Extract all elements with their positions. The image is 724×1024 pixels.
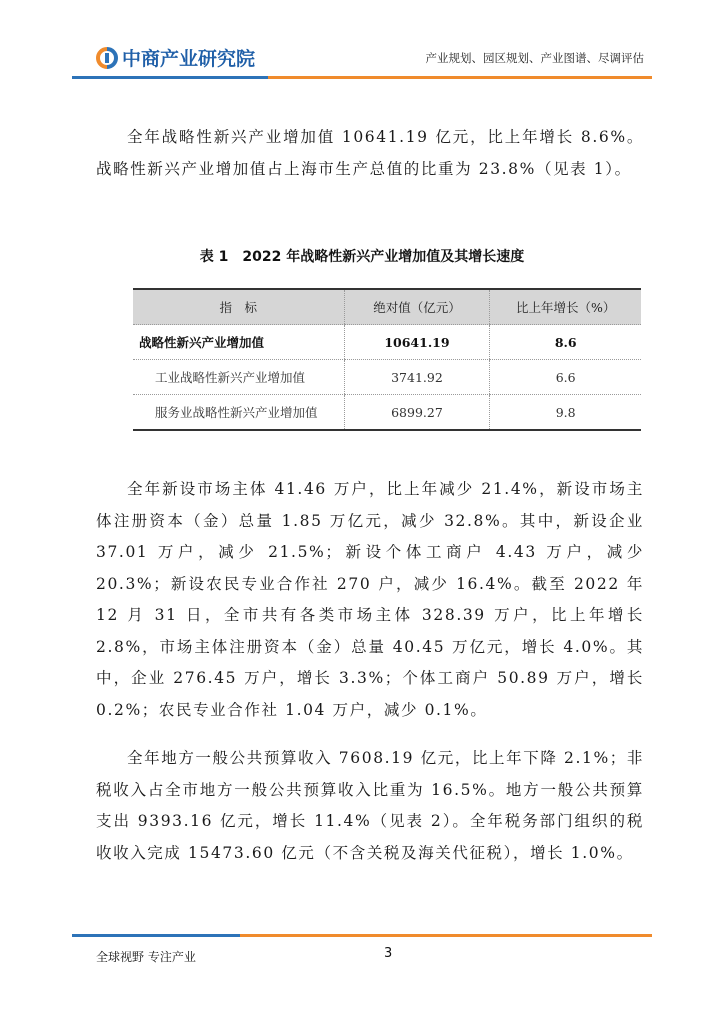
- table-row: [133, 360, 641, 395]
- row-name: 工业战略性新兴产业增加值: [133, 360, 344, 395]
- column-header-value: 绝对值（亿元）: [344, 289, 490, 325]
- footer-slogan: 全球视野 专注产业: [96, 950, 196, 964]
- table-row: [133, 395, 641, 431]
- row-value: 3741.92: [344, 360, 490, 395]
- row-growth: 6.6: [490, 360, 641, 395]
- table-header-row: [133, 289, 641, 325]
- row-growth: 9.8: [490, 395, 641, 431]
- footer-rule-blue: [72, 934, 240, 937]
- page-number: 3: [384, 946, 393, 961]
- column-header-indicator: 指 标: [133, 289, 344, 325]
- company-logo: [96, 44, 255, 71]
- logo-text: 中商产业研究院: [122, 48, 256, 70]
- header-rule-blue: [72, 76, 268, 79]
- footer-rule-orange: [240, 934, 652, 937]
- column-header-growth: 比上年增长（%）: [490, 289, 641, 325]
- paragraph-public-budget: 全年地方一般公共预算收入 7608.19 亿元，比上年下降 2.1%；非税收入占全市地方一般公共预算收入比重为 16.5%。地方一般公共预算支出 9393.16 亿元，增长 11.4%（见表 2）。全年税务部门组织的税收收入完成 15473.60 亿元（不含关税及海关代征税），增长 1.0%。: [96, 749, 644, 862]
- paragraph-emerging-industries: 全年战略性新兴产业增加值 10641.19 亿元，比上年增长 8.6%。战略性新兴产业增加值占上海市生产总值的比重为 23.8%（见表 1）。: [96, 128, 644, 178]
- row-growth: 8.6: [490, 325, 641, 360]
- row-name: 服务业战略性新兴产业增加值: [133, 395, 344, 431]
- row-value: 6899.27: [344, 395, 490, 431]
- table-row: [133, 325, 641, 360]
- header-rule-orange: [268, 76, 652, 79]
- header-tagline: 产业规划、园区规划、产业图谱、尽调评估: [425, 51, 644, 65]
- paragraph-market-entities: 全年新设市场主体 41.46 万户，比上年减少 21.4%，新设市场主体注册资本（金）总量 1.85 万亿元，减少 32.8%。其中，新设企业 37.01 万户，减少 21.5%；新设个体工商户 4.43 万户，减少 20.3%；新设农民专业合作社 270 户，减少 16.4%。截至 2022 年 12 月 31 日，全市共有各类市场主体 328.39 万户，比上年增长 2.8%，市场主体注册资本（金）总量 40.45 万亿元，增长 4.0%。其中，企业 276.45 万户，增长 3.3%；个体工商户 50.89 万户，增长 0.2%；农民专业合作社 1.04 万户，减少 0.1%。: [96, 480, 644, 719]
- data-table: [133, 288, 641, 431]
- table-caption: 表 1 2022 年战略性新兴产业增加值及其增长速度: [199, 249, 525, 265]
- page-footer: [0, 930, 724, 990]
- page-header: [0, 0, 724, 90]
- logo-mark-icon: [96, 47, 118, 69]
- row-value: 10641.19: [344, 325, 490, 360]
- row-name: 战略性新兴产业增加值: [133, 325, 344, 360]
